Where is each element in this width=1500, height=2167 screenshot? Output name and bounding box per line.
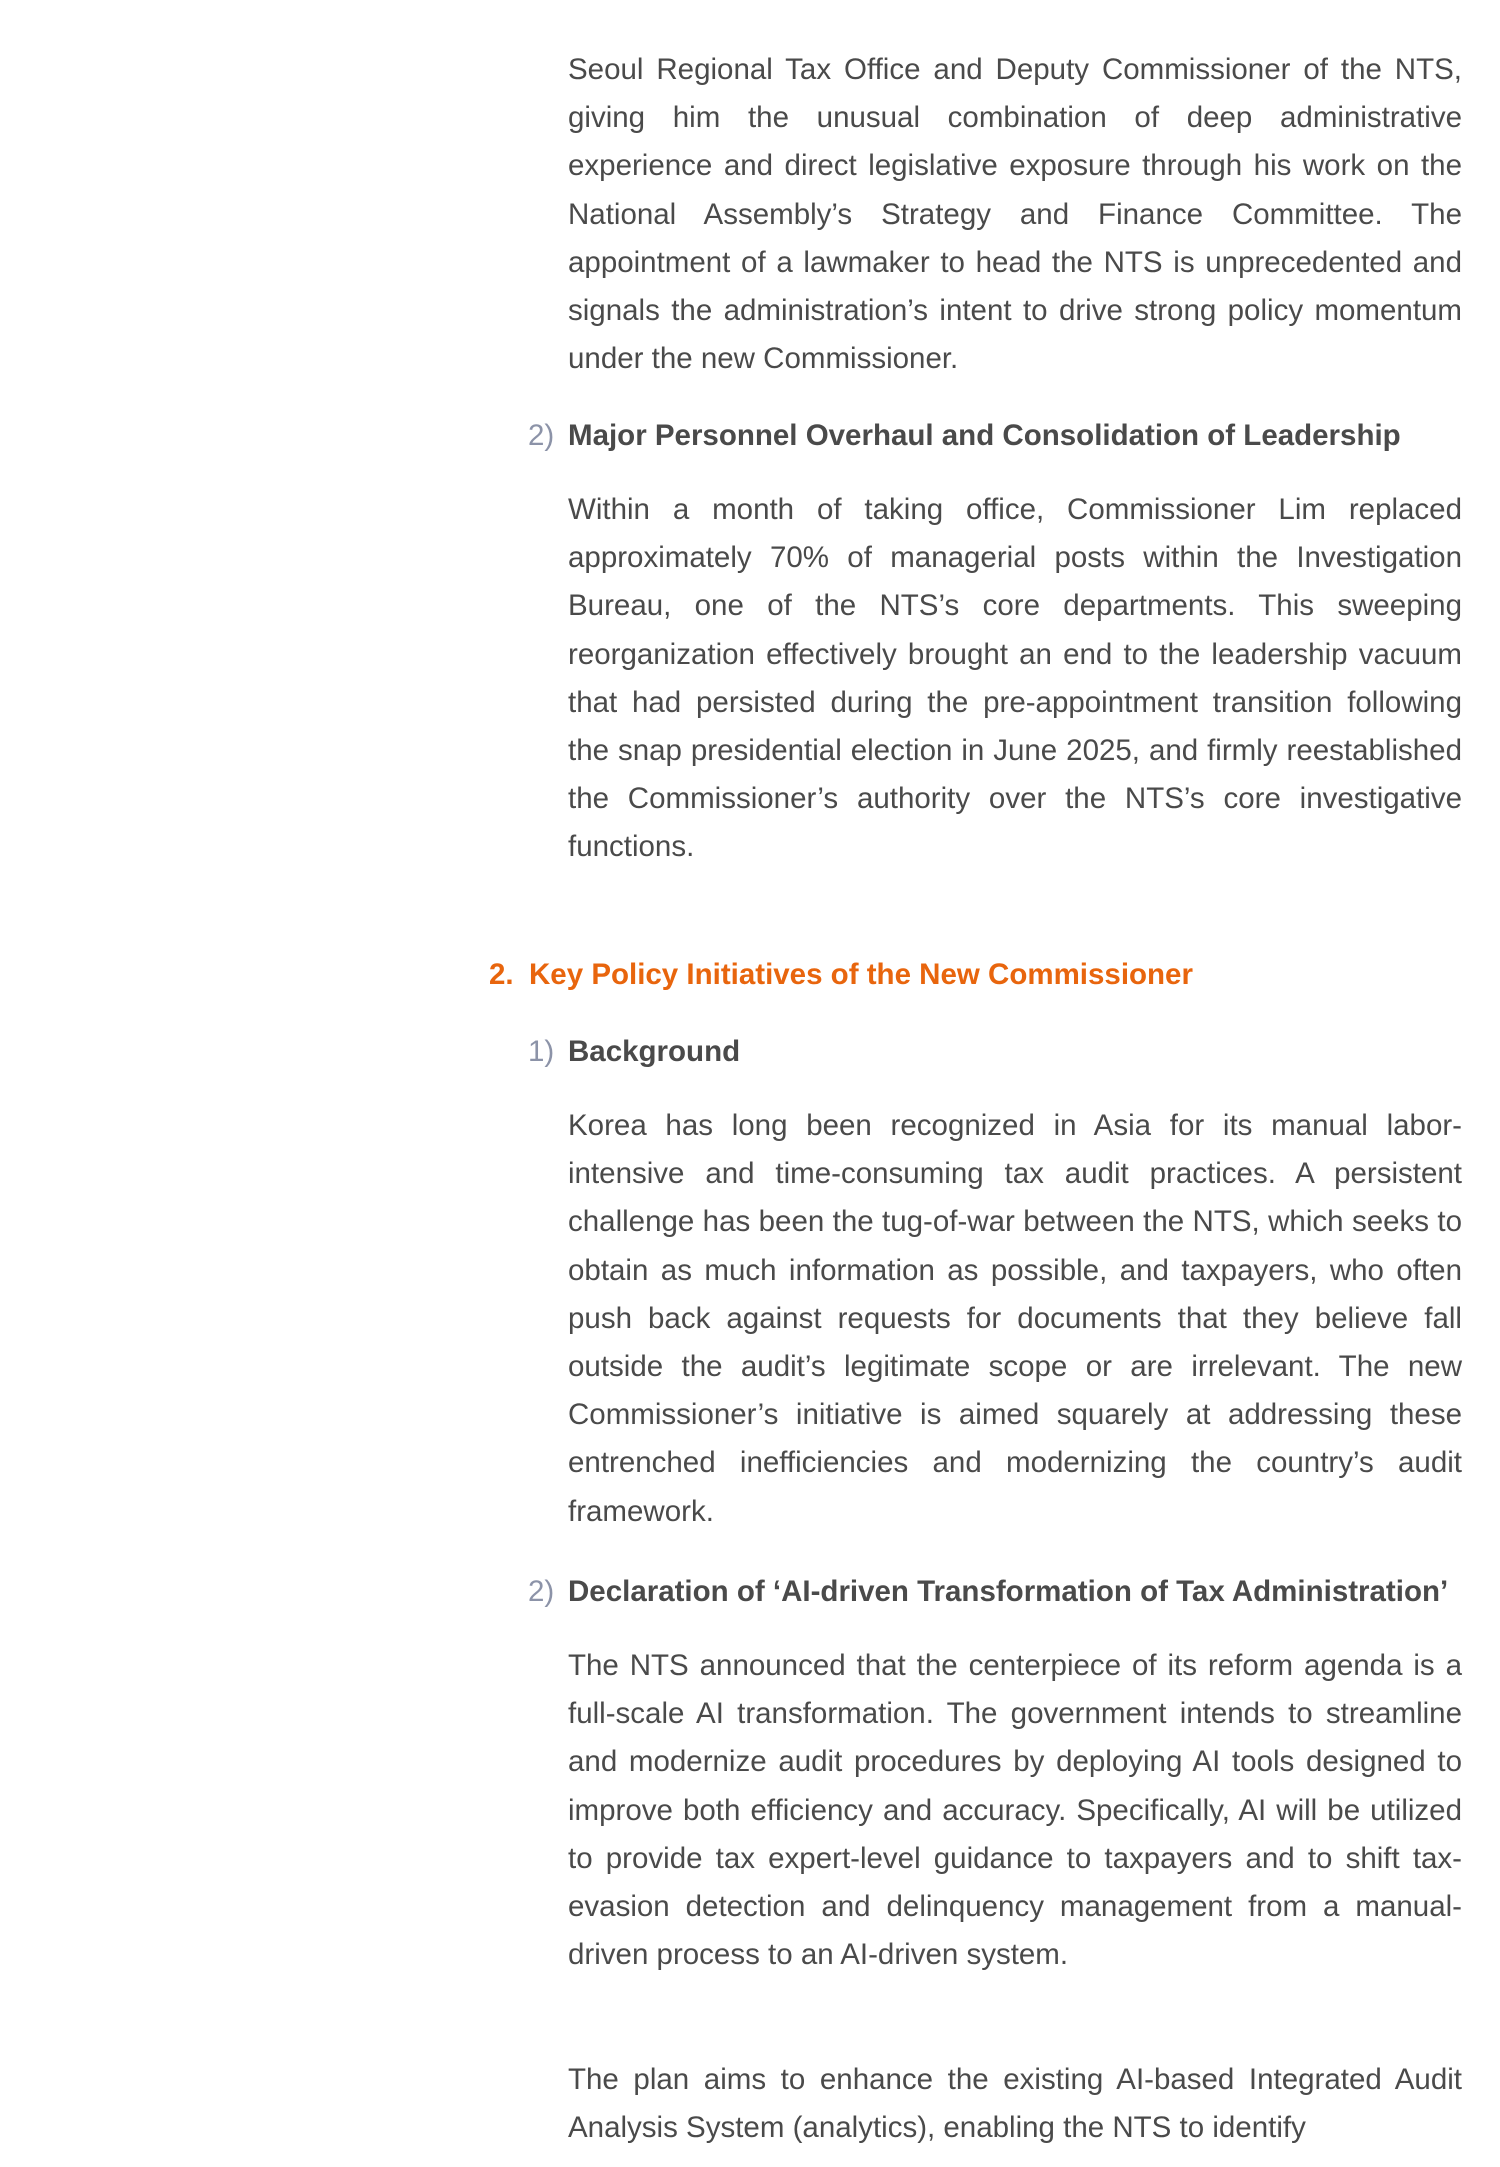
section-number: 2. (489, 958, 514, 991)
subheading-number: 2) (528, 419, 555, 452)
subheading-background (528, 1032, 1488, 1072)
paragraph-background: Korea has long been recognized in Asia for its manual labor-intensive and time-consuming tax audit practices. A persistent challenge has been the tug-of-war between the NTS, which seeks to obtain as much information as possible, and taxpayers, who often push back against requests for documents that they believe fall outside the audit’s legitimate scope or are irrelevant. The new Commissioner’s initiative is aimed squarely at addressing these entrenched inefficiencies and modernizing the country’s audit framework. (568, 1109, 1462, 1528)
subheading-personnel-overhaul (528, 416, 1488, 456)
subheading-title: Major Personnel Overhaul and Consolidation of Leadership (568, 419, 1401, 452)
subheading-title: Background (568, 1035, 741, 1068)
paragraph-ai-transformation: The NTS announced that the centerpiece of its reform agenda is a full-scale AI transformation. The government intends to streamline and modernize audit procedures by deploying AI tools designed to improve both efficiency and accuracy. Specifically, AI will be utilized to provide tax expert-level guidance to taxpayers and to shift tax-evasion detection and delinquency management from a manual-driven process to an AI-driven system. (568, 1649, 1462, 1972)
paragraph-analytics-system: The plan aims to enhance the existing AI-based Integrated Audit Analysis System (analytics), enabling the NTS to identify (568, 2063, 1462, 2145)
subheading-number: 1) (528, 1035, 555, 1068)
subheading-ai-transformation (528, 1572, 1488, 1612)
subheading-number: 2) (528, 1575, 555, 1608)
section-title: Key Policy Initiatives of the New Commissioner (529, 958, 1193, 991)
paragraph-personnel-overhaul: Within a month of taking office, Commissioner Lim replaced approximately 70% of managerial posts within the Investigation Bureau, one of the NTS’s core departments. This sweeping reorganization effectively brought an end to the leadership vacuum that had persisted during the pre-appointment transition following the snap presidential election in June 2025, and firmly reestablished the Commissioner’s authority over the NTS’s core investigative functions. (568, 493, 1462, 864)
subheading-title: Declaration of ‘AI-driven Transformation of Tax Administration’ (568, 1575, 1449, 1608)
paragraph-appointment-background: Seoul Regional Tax Office and Deputy Commissioner of the NTS, giving him the unusual combination of deep administrative experience and direct legislative exposure through his work on the National Assembly’s Strategy and Finance Committee. The appointment of a lawmaker to head the NTS is unprecedented and signals the administration’s intent to drive strong policy momentum under the new Commissioner. (568, 53, 1462, 376)
section-heading-key-policy (489, 955, 1449, 995)
